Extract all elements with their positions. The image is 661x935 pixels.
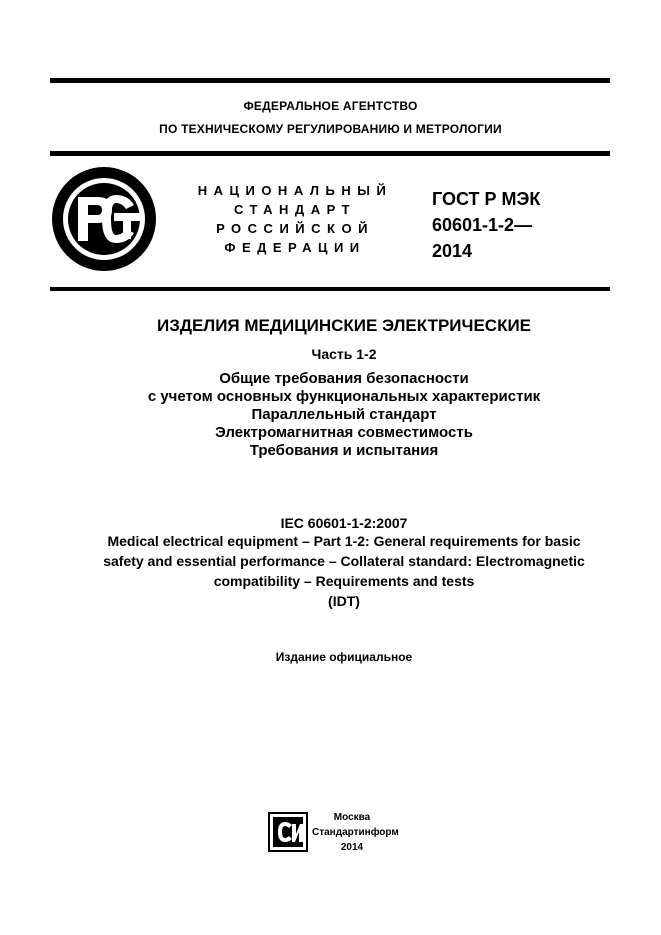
standard-block-rule [50,287,610,291]
part-label: Часть 1-2 [311,346,377,362]
national-line-1: НАЦИОНАЛЬНЫЙ [197,183,393,198]
top-rule [50,78,610,83]
national-line-4: ФЕДЕРАЦИИ [224,240,366,255]
gost-line-2: 60601-1-2— [432,215,533,235]
iec-title [0,531,661,611]
publisher-info [312,810,399,855]
national-line-3: РОССИЙСКОЙ [216,221,374,236]
subtitle-line-2: с учетом основных функциональных характеристик [147,388,541,405]
gost-line-3: 2014 [432,241,473,261]
iec-code: IEC 60601-1-2:2007 [280,515,408,531]
subtitle-line-5: Требования и испытания [249,442,439,459]
gost-logo [50,165,158,273]
subtitle-line-1: Общие требования безопасности [219,370,469,387]
iec-line-2: safety and essential performance – Collateral standard: Electromagnetic [103,553,585,569]
title-subtitles [0,370,661,460]
publisher-logo [268,812,308,852]
agency-line-2: ПО ТЕХНИЧЕСКОМУ РЕГУЛИРОВАНИЮ И МЕТРОЛОГИИ [159,122,502,136]
iec-line-3: compatibility – Requirements and tests [213,573,475,589]
iec-line-4: (IDT) [328,593,360,609]
iec-line-1: Medical electrical equipment – Part 1-2: General requirements for basic [107,533,581,549]
publisher-year: 2014 [340,842,364,853]
national-line-2: СТАНДАРТ [233,202,357,217]
agency-line-1: ФЕДЕРАЛЬНОЕ АГЕНТСТВО [243,99,418,113]
rst-emblem-icon [50,165,158,273]
publisher-city: Москва [333,812,371,823]
document-title: ИЗДЕЛИЯ МЕДИЦИНСКИЕ ЭЛЕКТРИЧЕСКИЕ [156,316,532,335]
subtitle-line-4: Электромагнитная совместимость [215,424,473,441]
subtitle-line-3: Параллельный стандарт [251,406,437,423]
standartinform-logo-icon [268,812,308,852]
official-edition: Издание официальное [275,650,413,664]
publisher-name: Стандартинформ [312,827,399,838]
gost-line-1: ГОСТ Р МЭК [432,189,541,209]
national-standard-label [170,181,420,257]
gost-code [432,186,632,264]
header-rule [50,151,610,156]
